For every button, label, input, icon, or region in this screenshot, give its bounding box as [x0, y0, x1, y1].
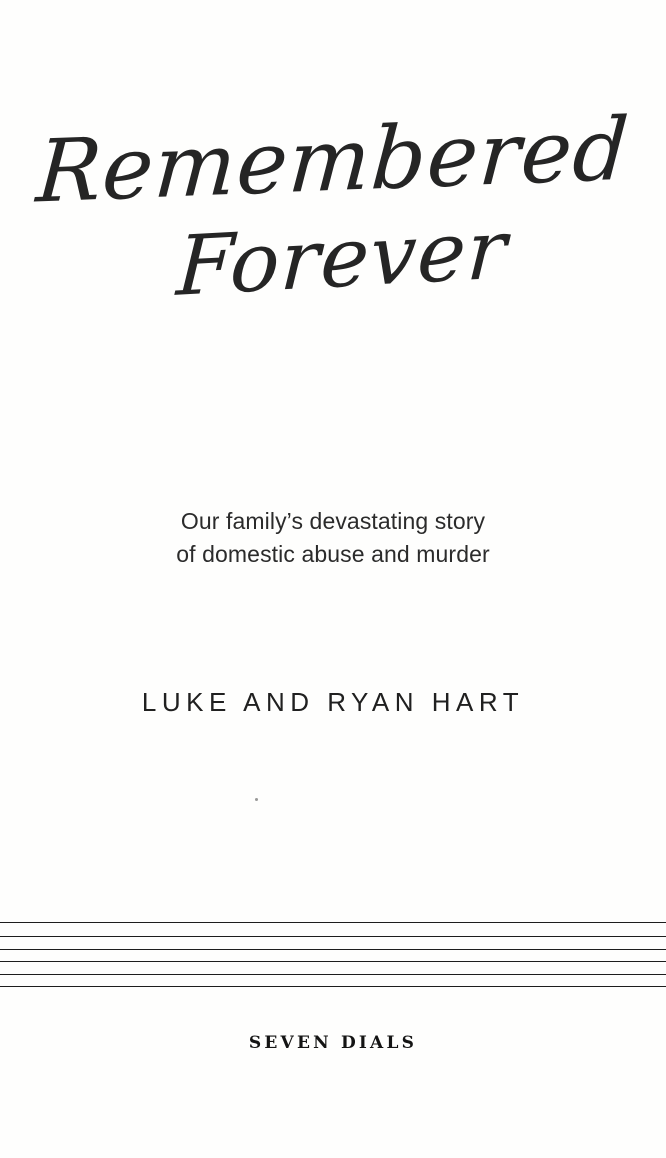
rule-gap	[0, 975, 666, 986]
rule-gap	[0, 923, 666, 936]
publisher-imprint: SEVEN DIALS	[248, 1033, 418, 1053]
rule-ornament	[0, 922, 666, 987]
title-line-1: Remembered	[33, 99, 633, 223]
page-speck	[255, 798, 258, 801]
rule-line	[0, 986, 666, 987]
rule-gap	[0, 962, 666, 974]
author-names: LUKE AND RYAN HART	[141, 687, 525, 717]
book-title	[0, 99, 666, 315]
rule-gap	[0, 937, 666, 949]
subtitle-line-1: Our family’s devastating story	[180, 508, 486, 534]
subtitle-line-2: of domestic abuse and murder	[176, 540, 490, 567]
book-subtitle	[0, 505, 666, 570]
rule-gap	[0, 950, 666, 961]
title-line-2: Forever	[174, 202, 510, 315]
